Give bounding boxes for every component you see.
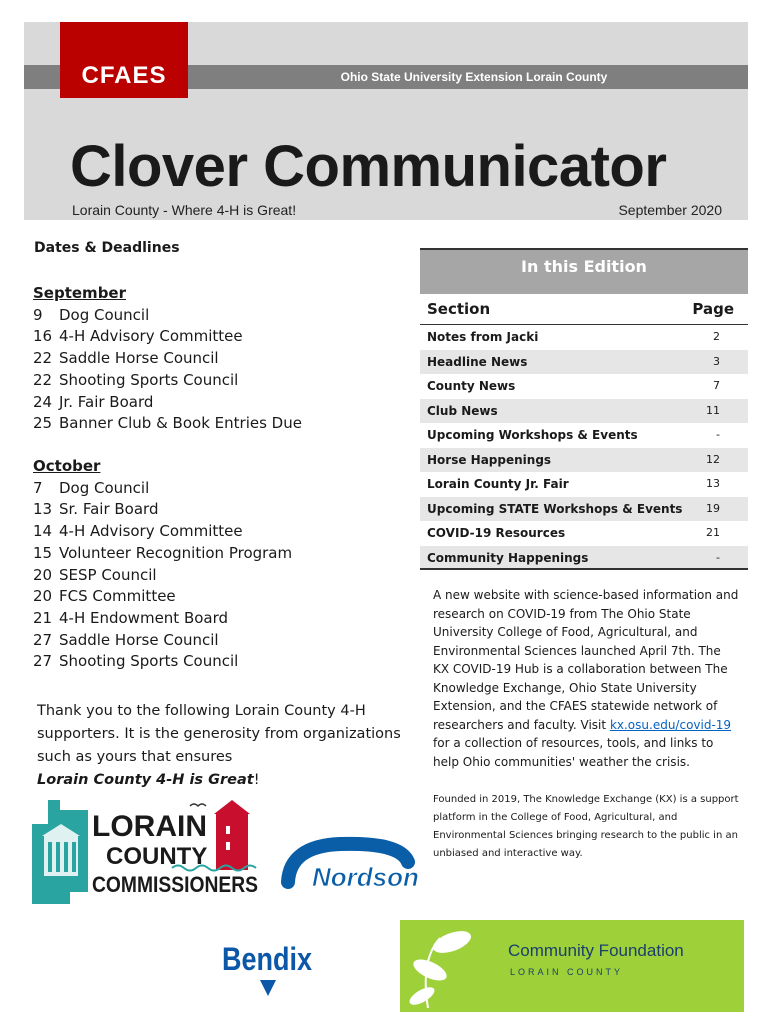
event-row: 22 Saddle Horse Council bbox=[33, 349, 219, 368]
event-row: 20 FCS Committee bbox=[33, 587, 176, 606]
toc-row: Lorain County Jr. Fair 13 bbox=[427, 477, 720, 491]
cfaes-logo-text-wrap bbox=[60, 22, 188, 98]
toc-bottom-rule bbox=[420, 568, 748, 570]
toc-col-page: Page bbox=[692, 300, 734, 318]
toc-row: COVID-19 Resources 21 bbox=[427, 526, 720, 540]
leaf-icon bbox=[400, 920, 744, 1012]
covid-hub-link[interactable]: kx.osu.edu/covid-19 bbox=[609, 717, 732, 732]
event-row: 27 Shooting Sports Council bbox=[33, 652, 239, 671]
nordson-logo bbox=[284, 838, 419, 898]
event-row: 14 4-H Advisory Committee bbox=[33, 522, 243, 541]
event-row: 20 SESP Council bbox=[33, 565, 157, 584]
toc-row: Club News 11 bbox=[420, 399, 748, 424]
event-row: 25 Banner Club & Book Entries Due bbox=[33, 414, 302, 433]
community-foundation-logo bbox=[400, 920, 744, 1012]
bendix-text: Bendix bbox=[222, 941, 313, 977]
cf-name: Community Foundation bbox=[508, 941, 684, 960]
toc-table bbox=[420, 294, 748, 570]
event-row: 22 Shooting Sports Council bbox=[33, 370, 239, 389]
month-name: October bbox=[33, 457, 101, 475]
org-line: Ohio State University Extension Lorain County bbox=[340, 70, 608, 84]
covid-text: A new website with science-based information and research on COVID-19 from The Ohio State University College of Food, Agricultural, and Environmental Sciences launched April 7th. The KX COVID-19 Hub is a collaboration between The Knowledge Exchange, Ohio State University Extension, and the CFAES statewide network of researchers and faculty. Visit bbox=[433, 588, 739, 732]
toc-heading: In this Edition bbox=[420, 250, 748, 294]
event-row: 15 Volunteer Recognition Program bbox=[33, 543, 293, 562]
founded-paragraph: Founded in 2019, The Knowledge Exchange (KX) is a support platform in the College of Food, Agricultural, and Environmental Sciences bringing research to the public in an unbiased and interactive way. bbox=[433, 794, 739, 859]
covid-paragraph bbox=[433, 586, 739, 771]
month-name: September bbox=[33, 284, 126, 302]
event-row: 9 Dog Council bbox=[33, 305, 150, 324]
event-row: 16 4-H Advisory Committee bbox=[33, 327, 243, 346]
event-row: 13 Sr. Fair Board bbox=[33, 500, 159, 519]
toc-row: Headline News 3 bbox=[420, 350, 748, 375]
thanks-paragraph bbox=[37, 700, 417, 792]
lcc-line-2: COUNTY bbox=[106, 843, 208, 870]
tagline: Lorain County - Where 4-H is Great! bbox=[72, 202, 297, 218]
event-row: 7 Dog Council bbox=[33, 478, 150, 497]
lcc-line-1: LORAIN bbox=[92, 810, 207, 843]
edition-date: September 2020 bbox=[618, 202, 722, 218]
toc-col-section: Section bbox=[427, 300, 491, 318]
thanks-trail: ! bbox=[253, 772, 260, 788]
dates-heading: Dates & Deadlines bbox=[34, 240, 180, 256]
thanks-text: Thank you to the following Lorain County 4-H supporters. It is the generosity from organizations such as yours that ensures bbox=[37, 703, 401, 765]
cf-sub: LORAIN COUNTY bbox=[510, 967, 624, 977]
september-list bbox=[33, 283, 302, 435]
lcc-line-3: COMMISSIONERS bbox=[92, 872, 258, 897]
event-row: 27 Saddle Horse Council bbox=[33, 630, 219, 649]
toc-row: Upcoming STATE Workshops & Events 19 bbox=[420, 497, 748, 522]
toc-row: Horse Happenings 12 bbox=[420, 448, 748, 473]
toc-row: Notes from Jacki 2 bbox=[427, 330, 720, 344]
toc-row: Upcoming Workshops & Events - bbox=[427, 428, 720, 442]
toc-row: Community Happenings - bbox=[420, 546, 748, 571]
lorain-county-commissioners-logo bbox=[30, 796, 262, 908]
october-list bbox=[33, 456, 292, 673]
cfaes-logo-text: CFAES bbox=[81, 62, 167, 89]
nordson-text: Nordson bbox=[312, 862, 419, 892]
bendix-logo bbox=[220, 930, 316, 998]
toc-row: County News 7 bbox=[427, 379, 720, 393]
thanks-emphasis: Lorain County 4-H is Great bbox=[37, 772, 254, 788]
covid-text-after: for a collection of resources, tools, and links to help Ohio communities' weather the crisis. bbox=[433, 736, 714, 769]
event-row: 21 4-H Endowment Board bbox=[33, 608, 229, 627]
event-row: 24 Jr. Fair Board bbox=[33, 392, 154, 411]
toc-column-header bbox=[420, 294, 748, 325]
newsletter-title: Clover Communicator bbox=[70, 134, 667, 199]
